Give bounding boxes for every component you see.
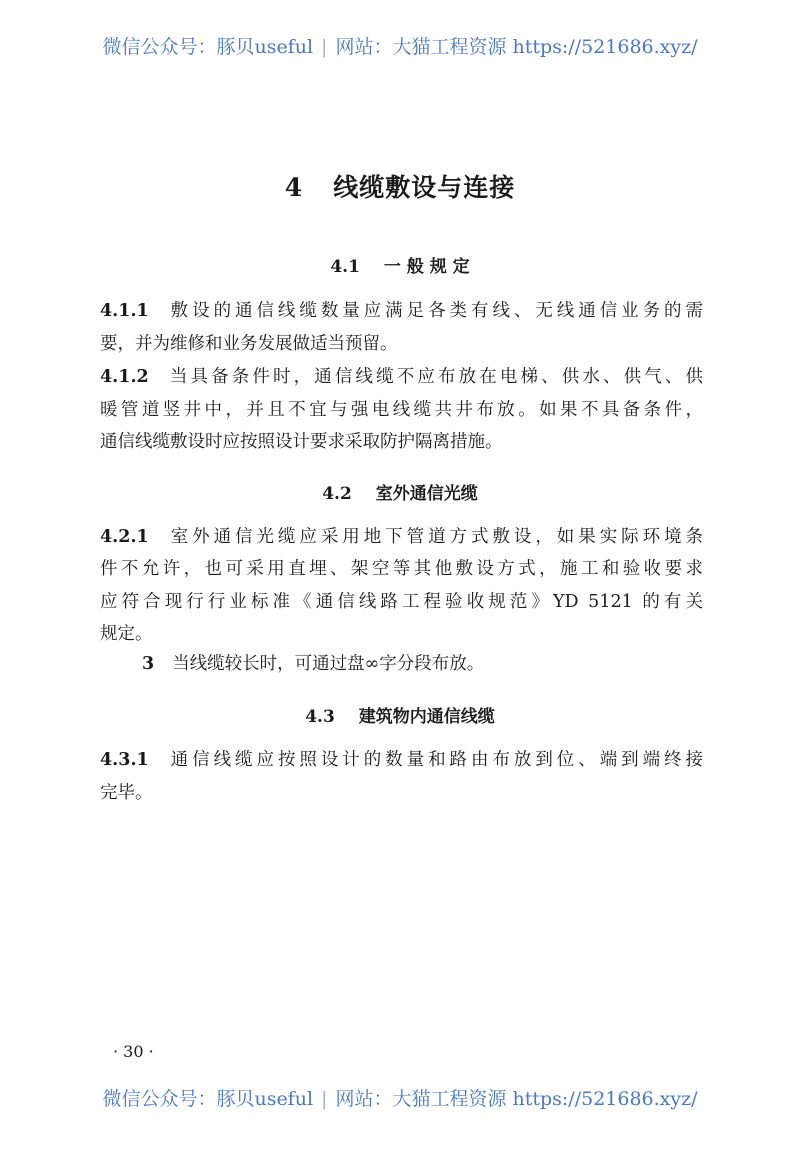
- clause-4-1-2-line: 通信线缆敷设时应按照设计要求采取防护隔离措施。: [100, 432, 503, 452]
- watermark-footer: [0, 1084, 800, 1111]
- clause-number: 4.3.1: [100, 750, 149, 770]
- clause-4-3-1-line: [100, 748, 703, 772]
- page-number: · 30 ·: [113, 1042, 154, 1061]
- watermark-website: 网站：大猫工程资源 https://521686.xyz/: [335, 1088, 698, 1110]
- clause-4-1-2-line: 暖管道竖井中，并且不宜与强电线缆共井布放。如果不具备条件，: [100, 400, 703, 420]
- section-heading-4-1: [0, 252, 800, 277]
- watermark-website: 网站：大猫工程资源 https://521686.xyz/: [335, 36, 698, 58]
- clause-4-1-1-line: 要，并为维修和业务发展做适当预留。: [100, 334, 398, 354]
- chapter-number: 4: [284, 173, 304, 202]
- clause-4-1-1-line: [100, 299, 703, 323]
- watermark-header: [0, 32, 800, 59]
- clause-4-1-2-line: [100, 365, 703, 389]
- section-title: 一 般 规 定: [383, 257, 470, 277]
- clause-number: 4.1.2: [100, 367, 149, 387]
- chapter-title-text: 线缆敷设与连接: [333, 173, 516, 202]
- watermark-separator: |: [321, 36, 328, 58]
- section-number: 4.2: [322, 484, 352, 504]
- item-text: 当线缆较长时，可通过盘∞字分段布放。: [172, 654, 485, 674]
- clause-number: 4.1.1: [100, 301, 149, 321]
- item-number: 3: [142, 654, 155, 674]
- clause-4-2-1-line: 规定。: [100, 624, 153, 644]
- chapter-title: [0, 168, 800, 204]
- clause-text: 敷设的通信线缆数量应满足各类有线、无线通信业务的需: [166, 301, 703, 321]
- watermark-wechat: 微信公众号：豚贝useful: [102, 1088, 314, 1110]
- clause-4-2-1-line: 应符合现行行业标准《通信线路工程验收规范》YD 5121 的有关: [100, 592, 703, 612]
- clause-4-2-1-line: [100, 525, 703, 549]
- item-3-line: [142, 652, 702, 676]
- section-title: 室外通信光缆: [375, 484, 478, 504]
- watermark-separator: |: [321, 1088, 328, 1110]
- clause-text: 当具备条件时，通信线缆不应布放在电梯、供水、供气、供: [166, 367, 703, 387]
- clause-number: 4.2.1: [100, 527, 149, 547]
- clause-4-2-1-line: 件不允许，也可采用直埋、架空等其他敷设方式，施工和验收要求: [100, 559, 703, 579]
- section-title: 建筑物内通信线缆: [358, 707, 495, 727]
- clause-text: 通信线缆应按照设计的数量和路由布放到位、端到端终接: [166, 750, 703, 770]
- clause-text: 室外通信光缆应采用地下管道方式敷设，如果实际环境条: [166, 527, 703, 547]
- watermark-wechat: 微信公众号：豚贝useful: [102, 36, 314, 58]
- section-number: 4.1: [330, 257, 360, 277]
- section-number: 4.3: [305, 707, 335, 727]
- clause-4-3-1-line: 完毕。: [100, 783, 153, 803]
- section-heading-4-3: [0, 702, 800, 727]
- section-heading-4-2: [0, 479, 800, 504]
